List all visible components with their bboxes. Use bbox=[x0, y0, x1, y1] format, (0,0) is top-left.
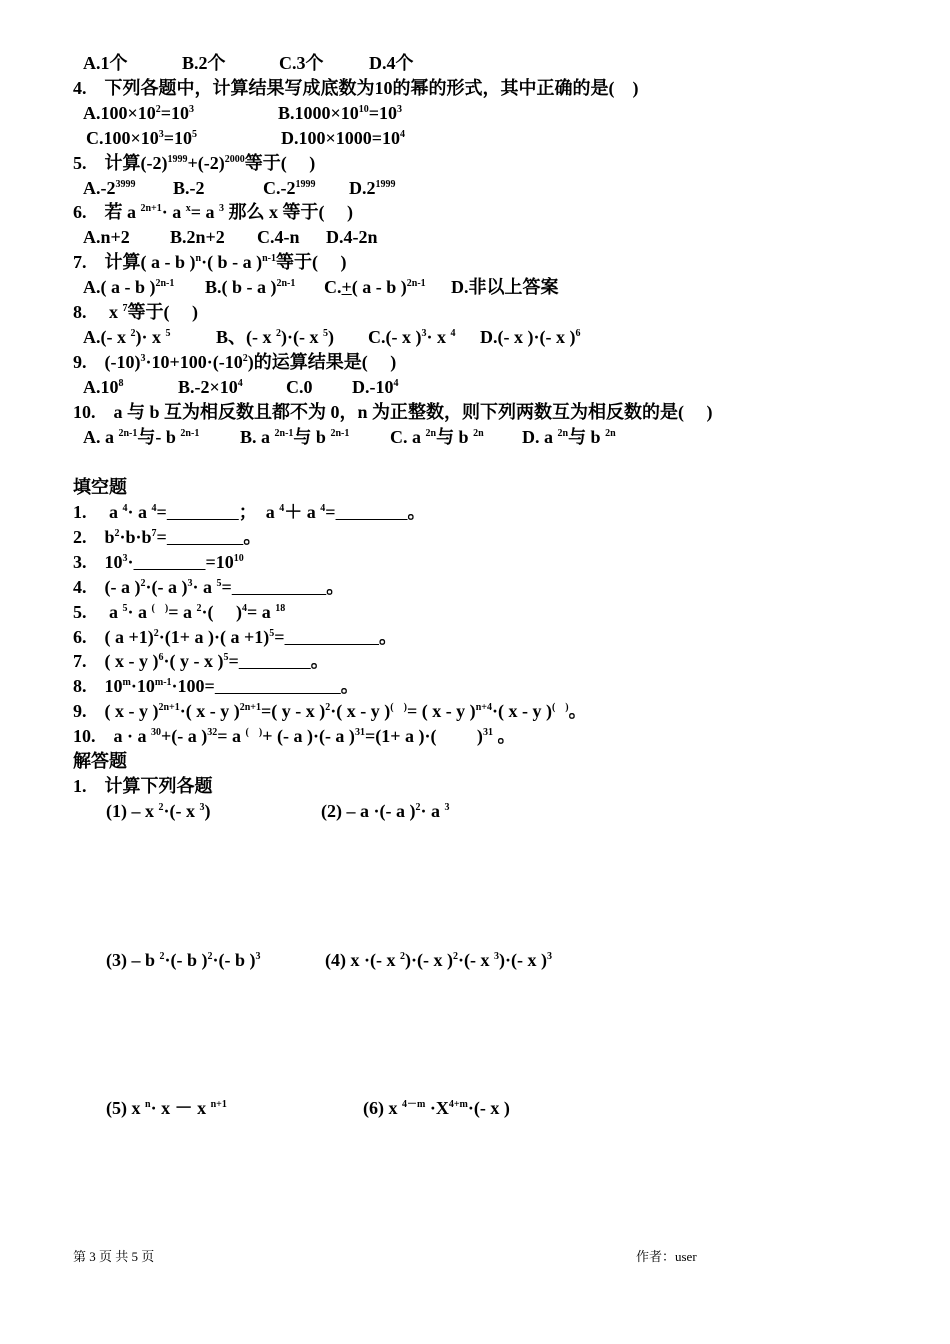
question-line bbox=[0, 375, 950, 400]
question-text: $D.100\times 1000=10^4$ bbox=[281, 127, 406, 148]
question-text: A.(- x $^2$)· x $^5$ bbox=[83, 326, 171, 347]
question-line bbox=[0, 300, 950, 325]
question-text: $D.-10^4$ bbox=[352, 376, 399, 397]
fill-blank-line bbox=[0, 625, 950, 650]
question-line bbox=[0, 126, 950, 151]
fill-blank-heading: 填空题 bbox=[73, 477, 127, 497]
question-text: $A.100\times 10^2=10^3$ bbox=[83, 102, 195, 123]
fill-blank-line bbox=[0, 525, 950, 550]
question-line bbox=[0, 151, 950, 176]
question-text: $C.100\times 10^3=10^5$ bbox=[86, 127, 198, 148]
fill-blank-line bbox=[0, 500, 950, 525]
question-text: D.(- x )·(- x )$^6$ bbox=[480, 326, 581, 347]
fill-blank-text: 8. $10^m\cdot 10^{m-1}\cdot 100=$ 。 bbox=[73, 676, 359, 697]
exercise-line bbox=[0, 799, 950, 824]
question-line bbox=[0, 200, 950, 225]
footer-author: 作者：user bbox=[636, 1249, 697, 1264]
fill-blank-line bbox=[0, 674, 950, 699]
question-line bbox=[0, 350, 950, 375]
exercise-line bbox=[0, 774, 950, 799]
question-text: A.1个 bbox=[83, 53, 128, 73]
question-text: D.非以上答案 bbox=[451, 277, 559, 298]
exercise-line bbox=[0, 1096, 950, 1121]
question-text: $A.-2^{3999}$ bbox=[83, 177, 136, 198]
exercise-text: (5) x $^n$· x － x $^{n+1}$ bbox=[106, 1098, 227, 1118]
fill-blank-text: 5. a $^5$· a ( )= a $^2$·( )$^4$= a $^{18}$ bbox=[73, 601, 286, 622]
question-text: C.(- x )$^3$· x $^4$ bbox=[368, 326, 456, 347]
exercise-text: (6) x $^{4-m} \cdot X^{4+m}\cdot(-$ x ) bbox=[363, 1098, 510, 1118]
question-text: C.4-n bbox=[257, 227, 300, 248]
exercise-line bbox=[0, 948, 950, 973]
question-text: $A.10^8$ bbox=[83, 376, 124, 397]
exercise-text: (1) – x $^2$·(- x $^3$) bbox=[106, 801, 211, 821]
question-line bbox=[0, 250, 950, 275]
question-text: $C.-2^{1999}$ bbox=[263, 177, 316, 198]
question-line bbox=[0, 325, 950, 350]
question-text: B.-2 bbox=[173, 177, 205, 198]
question-text: B、(- x $^2$)·(- x $^5$) bbox=[216, 326, 334, 347]
fill-blank-line bbox=[0, 600, 950, 625]
fill-blank-text: 10. a · a $^{30}$+(- a )$^{32}$= a ( )+ (- a )·(- a )$^{31}$=(1+ a )·( )$^{31}$ 。 bbox=[73, 726, 516, 747]
fill-blank-line bbox=[0, 550, 950, 575]
question-text: 10. a 与 b 互为相反数且都不为 0，n 为正整数，则下列两数互为相反数的是( ) bbox=[73, 401, 713, 422]
fill-blank-text: 9. ( x - y )$^{2n+1}$·( x - y )$^{2n+1}$=( y - x )$^2$·( x - y )( )= ( x - y )$^{n+4}$·( x - y )( )。 bbox=[73, 701, 587, 722]
exercise-text: 1. 计算下列各题 bbox=[73, 776, 213, 796]
question-text: C.3个 bbox=[279, 53, 324, 73]
question-text: A.( a - b )$^{2n-1}$ bbox=[83, 277, 175, 298]
question-line bbox=[0, 176, 950, 201]
fill-blank-text: 7. ( x - y )$^6$·( y - x )$^5$= 。 bbox=[73, 651, 329, 672]
question-text: B.( b - a )$^{2n-1}$ bbox=[205, 277, 296, 298]
question-line bbox=[0, 76, 950, 101]
question-line bbox=[0, 275, 950, 300]
question-line bbox=[0, 225, 950, 250]
exercise-text: (4) x ·(- x $^2$)·(- x )$^2$·(- x $^3$)·(- x )$^3$ bbox=[325, 950, 552, 970]
question-text: C. a $^{2n}$与 b $^{2n}$ bbox=[390, 426, 484, 447]
question-line bbox=[0, 51, 950, 76]
question-text: 5. 计算$(-2)^{1999}+(-2)^{2000}$等于( ) bbox=[73, 152, 316, 173]
question-text: 4. 下列各题中，计算结果写成底数为10的幂的形式，其中正确的是( ) bbox=[73, 77, 639, 98]
question-text: C.+( a - b )$^{2n-1}$ bbox=[324, 277, 426, 298]
question-text: $B.1000\times 10^{10}=10^3$ bbox=[278, 102, 403, 123]
fill-blank-line bbox=[0, 649, 950, 674]
question-line bbox=[0, 425, 950, 450]
question-text: D. a $^{2n}$与 b $^{2n}$ bbox=[522, 426, 616, 447]
fill-blank-line bbox=[0, 724, 950, 749]
question-text: B.2n+2 bbox=[170, 227, 225, 248]
question-text: $B.-2\times 10^4$ bbox=[178, 376, 243, 397]
question-line bbox=[0, 101, 950, 126]
question-text: A. a $^{2n-1}$与- b $^{2n-1}$ bbox=[83, 426, 200, 447]
fill-blank-line bbox=[0, 575, 950, 600]
question-text: 9. $(-10)^3\cdot 10+100\cdot(-10^2)$的运算结果是( ) bbox=[73, 351, 397, 372]
fill-blank-text: 4. (- a )$^2$·(- a )$^3$· a $^5$= 。 bbox=[73, 576, 345, 597]
question-text: $D.2^{1999}$ bbox=[349, 177, 396, 198]
question-text: 8. x $^7$等于( ) bbox=[73, 302, 198, 322]
fill-blank-text: 6. ( a +1)$^2$·(1+ a )·( a +1)$^5$= 。 bbox=[73, 626, 398, 647]
fill-blank-text: 2. $b^2\cdot b\cdot b^7=$ 。 bbox=[73, 526, 262, 547]
question-text: 6. 若 a $^{2n+1}$· a $^x$= a $^3$ 那么 x 等于( ) bbox=[73, 202, 354, 223]
question-text: A.n+2 bbox=[83, 227, 130, 248]
question-text: B. a $^{2n-1}$与 b $^{2n-1}$ bbox=[240, 426, 350, 447]
question-text: C.0 bbox=[286, 376, 313, 397]
question-text: D.4-2n bbox=[326, 227, 378, 248]
fill-blank-line bbox=[0, 699, 950, 724]
answer-heading: 解答题 bbox=[73, 751, 127, 771]
fill-blank-text: 3. $10^3\cdot$ $=10^{10}$ bbox=[73, 551, 244, 572]
question-text: B.2个 bbox=[182, 53, 226, 73]
question-text: 7. 计算( a - b )$^n$·( b - a )$^{n-1}$等于( ) bbox=[73, 252, 347, 273]
question-text: D.4个 bbox=[369, 53, 414, 73]
footer-page-number: 第 3 页 共 5 页 bbox=[73, 1249, 155, 1264]
exercise-text: (2) – a ·(- a )$^2$· a $^3$ bbox=[321, 801, 450, 821]
fill-blank-text: 1. a $^4$· a $^4$= ； a $^4$＋ a $^4$= 。 bbox=[73, 502, 426, 522]
question-line bbox=[0, 400, 950, 425]
exercise-text: (3) – b $^2$·(- b )$^2$·(- b )$^3$ bbox=[106, 950, 261, 970]
